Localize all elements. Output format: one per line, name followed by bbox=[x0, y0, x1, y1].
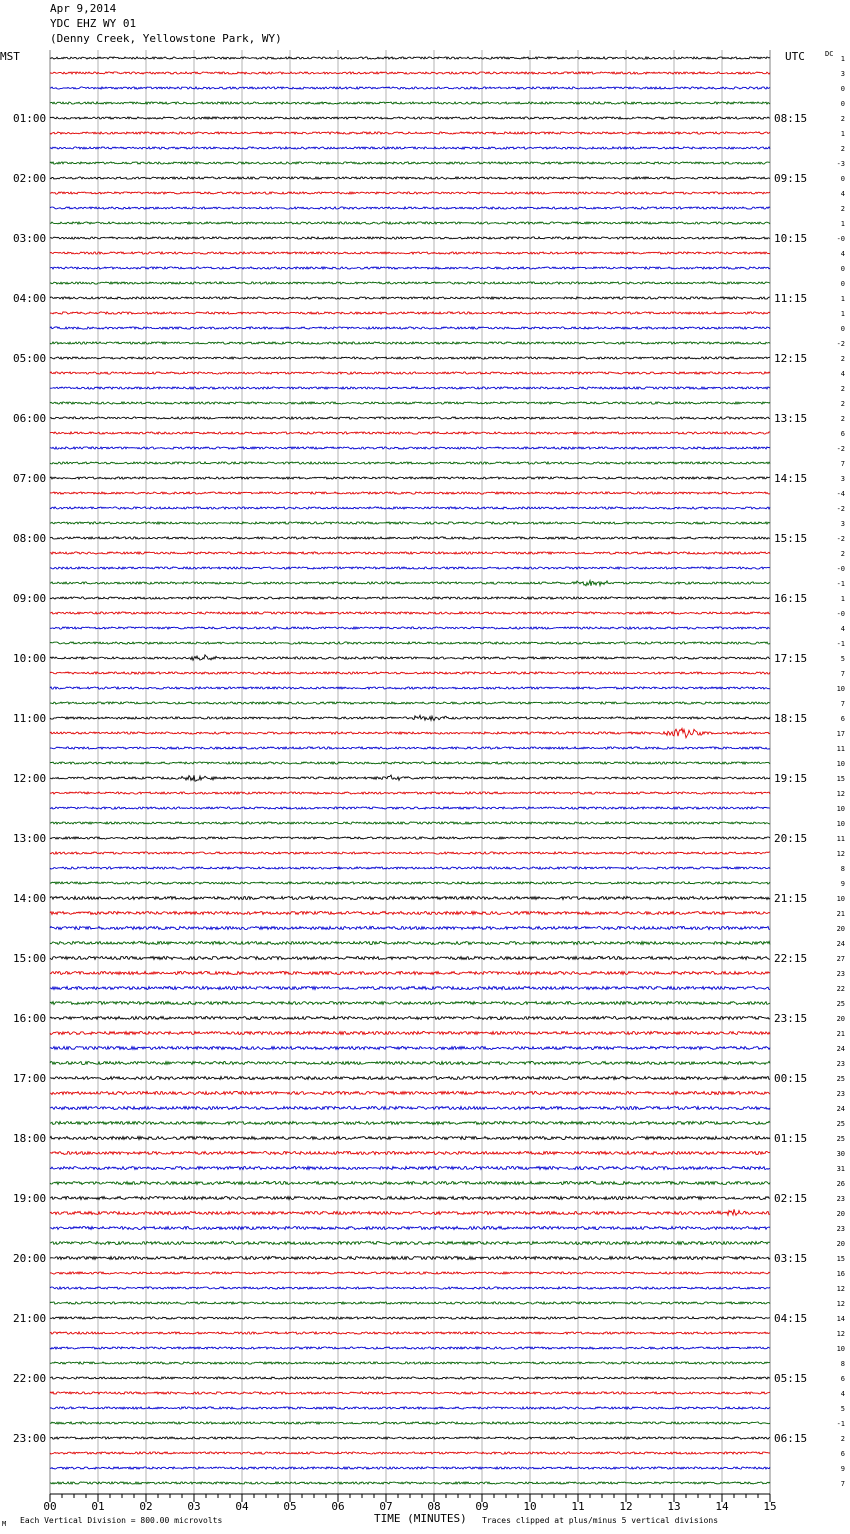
trace-row-26 bbox=[50, 447, 770, 449]
mst-hour-label: 19:00 bbox=[13, 1192, 47, 1205]
mst-hour-label: 13:00 bbox=[13, 832, 47, 845]
dc-offset-label: 31 bbox=[836, 1165, 845, 1173]
dc-offset-label: 6 bbox=[840, 715, 845, 723]
dc-offset-label: 7 bbox=[840, 700, 845, 708]
trace-row-51 bbox=[50, 822, 770, 824]
trace-row-71 bbox=[50, 1121, 770, 1124]
utc-hour-label: 10:15 bbox=[774, 232, 808, 245]
trace-row-65 bbox=[50, 1031, 770, 1034]
trace-row-22 bbox=[50, 387, 770, 389]
trace-row-72 bbox=[50, 1136, 770, 1139]
dc-offset-label: -0 bbox=[836, 610, 845, 618]
dc-offset-label: -4 bbox=[836, 490, 845, 498]
trace-row-54 bbox=[50, 867, 770, 869]
dc-offset-label: 23 bbox=[836, 1195, 845, 1203]
utc-hour-label: 22:15 bbox=[774, 952, 808, 965]
dc-offset-label: 25 bbox=[836, 1120, 845, 1128]
dc-offset-label: 10 bbox=[836, 895, 845, 903]
utc-hour-label: 17:15 bbox=[774, 652, 808, 665]
dc-offset-label: -1 bbox=[836, 580, 845, 588]
trace-row-44 bbox=[50, 715, 770, 720]
dc-offset-label: 0 bbox=[840, 280, 845, 288]
trace-row-48 bbox=[50, 775, 770, 781]
dc-offset-label: -0 bbox=[836, 235, 845, 243]
trace-row-0 bbox=[50, 57, 770, 59]
trace-row-55 bbox=[50, 882, 770, 884]
trace-row-30 bbox=[50, 507, 770, 509]
x-tick-label: 14 bbox=[715, 1500, 729, 1513]
dc-offset-label: 10 bbox=[836, 820, 845, 828]
trace-row-63 bbox=[50, 1001, 770, 1004]
trace-row-67 bbox=[50, 1061, 770, 1064]
utc-hour-label: 23:15 bbox=[774, 1012, 808, 1025]
utc-hour-label: 18:15 bbox=[774, 712, 808, 725]
utc-label: UTC bbox=[785, 50, 805, 63]
dc-offset-label: 26 bbox=[836, 1180, 845, 1188]
trace-row-88 bbox=[50, 1377, 770, 1379]
trace-row-47 bbox=[50, 762, 770, 764]
dc-offset-label: 7 bbox=[840, 460, 845, 468]
dc-offset-label: 2 bbox=[840, 415, 845, 423]
dc-offset-label: 20 bbox=[836, 1210, 845, 1218]
dc-offset-label: 24 bbox=[836, 1045, 845, 1053]
x-tick-label: 06 bbox=[331, 1500, 345, 1513]
trace-row-5 bbox=[50, 132, 770, 134]
x-tick-label: 03 bbox=[187, 1500, 201, 1513]
dc-offset-label: -1 bbox=[836, 640, 845, 648]
trace-row-80 bbox=[50, 1256, 770, 1259]
trace-row-17 bbox=[50, 312, 770, 314]
utc-hour-label: 20:15 bbox=[774, 832, 808, 845]
dc-offset-label: 15 bbox=[836, 775, 845, 783]
trace-row-8 bbox=[50, 177, 770, 179]
dc-offset-label: 3 bbox=[840, 475, 845, 483]
trace-row-42 bbox=[50, 687, 770, 689]
x-tick-label: 12 bbox=[619, 1500, 633, 1513]
trace-row-62 bbox=[50, 986, 770, 989]
x-tick-label: 02 bbox=[139, 1500, 153, 1513]
trace-row-81 bbox=[50, 1272, 770, 1274]
mst-hour-label: 05:00 bbox=[13, 352, 47, 365]
trace-row-77 bbox=[50, 1209, 770, 1215]
trace-row-24 bbox=[50, 417, 770, 419]
dc-offset-label: 1 bbox=[840, 55, 845, 63]
dc-offset-label: 27 bbox=[836, 955, 845, 963]
dc-offset-label: 4 bbox=[840, 370, 845, 378]
trace-row-43 bbox=[50, 702, 770, 704]
trace-row-92 bbox=[50, 1437, 770, 1439]
mst-hour-label: 10:00 bbox=[13, 652, 47, 665]
trace-row-70 bbox=[50, 1106, 770, 1109]
x-tick-label: 10 bbox=[523, 1500, 537, 1513]
trace-row-4 bbox=[50, 117, 770, 119]
trace-row-89 bbox=[50, 1392, 770, 1394]
x-tick-label: 13 bbox=[667, 1500, 681, 1513]
dc-offset-label: 5 bbox=[840, 1405, 845, 1413]
dc-offset-label: 30 bbox=[836, 1150, 845, 1158]
utc-hour-label: 05:15 bbox=[774, 1372, 808, 1385]
dc-offset-label: 3 bbox=[840, 70, 845, 78]
utc-hour-label: 09:15 bbox=[774, 172, 808, 185]
utc-hour-label: 16:15 bbox=[774, 592, 808, 605]
x-tick-label: 00 bbox=[43, 1500, 57, 1513]
trace-row-40 bbox=[50, 655, 770, 660]
trace-row-69 bbox=[50, 1091, 770, 1094]
dc-offset-label: 10 bbox=[836, 805, 845, 813]
trace-row-2 bbox=[50, 87, 770, 89]
trace-row-45 bbox=[50, 728, 770, 737]
trace-row-83 bbox=[50, 1302, 770, 1304]
trace-row-66 bbox=[50, 1046, 770, 1049]
trace-row-3 bbox=[50, 102, 770, 104]
dc-offset-label: 17 bbox=[836, 730, 845, 738]
dc-offset-label: 12 bbox=[836, 1300, 845, 1308]
trace-row-39 bbox=[50, 642, 770, 644]
dc-offset-label: 2 bbox=[840, 115, 845, 123]
dc-offset-label: 4 bbox=[840, 1390, 845, 1398]
mst-hour-label: 23:00 bbox=[13, 1432, 47, 1445]
trace-row-59 bbox=[50, 941, 770, 944]
mst-hour-label: 22:00 bbox=[13, 1372, 47, 1385]
dc-offset-label: 25 bbox=[836, 1000, 845, 1008]
dc-offset-label: 11 bbox=[836, 835, 845, 843]
header-date: Apr 9,2014 bbox=[50, 2, 117, 15]
trace-row-85 bbox=[50, 1332, 770, 1334]
trace-row-78 bbox=[50, 1226, 770, 1229]
dc-offset-label: 2 bbox=[840, 1435, 845, 1443]
trace-row-53 bbox=[50, 852, 770, 854]
utc-hour-label: 13:15 bbox=[774, 412, 808, 425]
dc-offset-label: 20 bbox=[836, 1240, 845, 1248]
dc-offset-label: 6 bbox=[840, 1375, 845, 1383]
trace-row-50 bbox=[50, 807, 770, 809]
dc-offset-label: -2 bbox=[836, 445, 845, 453]
trace-row-10 bbox=[50, 207, 770, 209]
dc-offset-label: 15 bbox=[836, 1255, 845, 1263]
dc-offset-label: 16 bbox=[836, 1270, 845, 1278]
trace-row-60 bbox=[50, 956, 770, 959]
dc-offset-label: 4 bbox=[840, 190, 845, 198]
trace-row-34 bbox=[50, 567, 770, 569]
x-tick-label: 08 bbox=[427, 1500, 441, 1513]
dc-offset-label: 10 bbox=[836, 685, 845, 693]
trace-row-35 bbox=[50, 581, 770, 586]
trace-row-21 bbox=[50, 372, 770, 374]
trace-row-84 bbox=[50, 1317, 770, 1319]
dc-offset-label: 4 bbox=[840, 250, 845, 258]
utc-hour-label: 11:15 bbox=[774, 292, 808, 305]
trace-row-11 bbox=[50, 222, 770, 224]
mst-hour-label: 12:00 bbox=[13, 772, 47, 785]
dc-offset-label: 2 bbox=[840, 400, 845, 408]
mst-hour-label: 14:00 bbox=[13, 892, 47, 905]
trace-row-37 bbox=[50, 612, 770, 614]
dc-offset-label: 1 bbox=[840, 295, 845, 303]
dc-offset-label: 0 bbox=[840, 325, 845, 333]
mst-hour-label: 01:00 bbox=[13, 112, 47, 125]
dc-offset-label: -2 bbox=[836, 535, 845, 543]
trace-row-74 bbox=[50, 1166, 770, 1169]
trace-row-90 bbox=[50, 1407, 770, 1409]
trace-row-20 bbox=[50, 357, 770, 359]
trace-row-13 bbox=[50, 252, 770, 254]
x-tick-label: 15 bbox=[763, 1500, 777, 1513]
dc-offset-label: 5 bbox=[840, 655, 845, 663]
trace-row-57 bbox=[50, 911, 770, 914]
dc-offset-label: 2 bbox=[840, 145, 845, 153]
dc-offset-label: 2 bbox=[840, 355, 845, 363]
dc-offset-label: 4 bbox=[840, 625, 845, 633]
trace-row-7 bbox=[50, 162, 770, 164]
dc-offset-label: 25 bbox=[836, 1135, 845, 1143]
mst-hour-label: 20:00 bbox=[13, 1252, 47, 1265]
utc-hour-label: 15:15 bbox=[774, 532, 808, 545]
trace-row-14 bbox=[50, 267, 770, 269]
trace-row-27 bbox=[50, 462, 770, 464]
dc-offset-label: 12 bbox=[836, 790, 845, 798]
trace-row-68 bbox=[50, 1076, 770, 1079]
trace-row-38 bbox=[50, 627, 770, 629]
dc-offset-label: 22 bbox=[836, 985, 845, 993]
dc-offset-label: 1 bbox=[840, 220, 845, 228]
dc-offset-label: 2 bbox=[840, 550, 845, 558]
mst-hour-label: 11:00 bbox=[13, 712, 47, 725]
dc-offset-label: 2 bbox=[840, 205, 845, 213]
dc-offset-label: 21 bbox=[836, 910, 845, 918]
utc-hour-label: 19:15 bbox=[774, 772, 808, 785]
trace-row-75 bbox=[50, 1181, 770, 1184]
trace-row-73 bbox=[50, 1151, 770, 1154]
scale-note: Each Vertical Division = 800.00 microvolts bbox=[20, 1516, 223, 1525]
trace-row-36 bbox=[50, 597, 770, 599]
trace-row-23 bbox=[50, 402, 770, 404]
dc-offset-label: 9 bbox=[840, 880, 845, 888]
dc-offset-label: 23 bbox=[836, 1225, 845, 1233]
dc-offset-label: 1 bbox=[840, 310, 845, 318]
mst-hour-label: 18:00 bbox=[13, 1132, 47, 1145]
dc-offset-label: 11 bbox=[836, 745, 845, 753]
dc-offset-label: 0 bbox=[840, 175, 845, 183]
trace-row-15 bbox=[50, 282, 770, 284]
dc-offset-label: 0 bbox=[840, 265, 845, 273]
trace-row-76 bbox=[50, 1196, 770, 1199]
utc-hour-label: 00:15 bbox=[774, 1072, 808, 1085]
trace-row-12 bbox=[50, 237, 770, 239]
time-axis bbox=[43, 1494, 776, 1513]
dc-offset-label: 0 bbox=[840, 85, 845, 93]
trace-row-28 bbox=[50, 477, 770, 479]
trace-row-61 bbox=[50, 971, 770, 974]
trace-row-19 bbox=[50, 342, 770, 344]
utc-hour-label: 03:15 bbox=[774, 1252, 808, 1265]
utc-hour-label: 12:15 bbox=[774, 352, 808, 365]
mst-hour-label: 07:00 bbox=[13, 472, 47, 485]
utc-hour-label: 21:15 bbox=[774, 892, 808, 905]
dc-offset-label: 23 bbox=[836, 1090, 845, 1098]
dc-offset-label: 10 bbox=[836, 760, 845, 768]
trace-row-86 bbox=[50, 1347, 770, 1349]
dc-offset-label: 14 bbox=[836, 1315, 845, 1323]
trace-row-9 bbox=[50, 192, 770, 194]
dc-offset-label: 23 bbox=[836, 1060, 845, 1068]
clip-note: Traces clipped at plus/minus 5 vertical divisions bbox=[482, 1516, 719, 1525]
mst-hour-label: 21:00 bbox=[13, 1312, 47, 1325]
utc-hour-label: 06:15 bbox=[774, 1432, 808, 1445]
dc-offset-label: 24 bbox=[836, 1105, 845, 1113]
trace-row-46 bbox=[50, 747, 770, 749]
trace-row-49 bbox=[50, 792, 770, 794]
dc-offset-label: 2 bbox=[840, 385, 845, 393]
utc-hour-label: 08:15 bbox=[774, 112, 808, 125]
trace-row-95 bbox=[50, 1482, 770, 1484]
x-tick-label: 05 bbox=[283, 1500, 297, 1513]
trace-row-25 bbox=[50, 432, 770, 434]
trace-row-64 bbox=[50, 1016, 770, 1019]
dc-offset-label: 7 bbox=[840, 670, 845, 678]
trace-row-94 bbox=[50, 1467, 770, 1469]
trace-row-56 bbox=[50, 896, 770, 899]
dc-offset-label: 25 bbox=[836, 1075, 845, 1083]
dc-offset-label: 3 bbox=[840, 520, 845, 528]
x-tick-label: 04 bbox=[235, 1500, 249, 1513]
mst-hour-label: 09:00 bbox=[13, 592, 47, 605]
dc-offset-label: 12 bbox=[836, 1330, 845, 1338]
mst-hour-label: 02:00 bbox=[13, 172, 47, 185]
header-station: YDC EHZ WY 01 bbox=[50, 17, 137, 30]
mst-hour-label: 17:00 bbox=[13, 1072, 47, 1085]
trace-row-93 bbox=[50, 1452, 770, 1454]
utc-hour-label: 14:15 bbox=[774, 472, 808, 485]
mst-label: MST bbox=[0, 50, 20, 63]
trace-row-18 bbox=[50, 327, 770, 329]
mst-hour-label: 03:00 bbox=[13, 232, 47, 245]
trace-row-52 bbox=[50, 837, 770, 839]
dc-offset-label: 24 bbox=[836, 940, 845, 948]
dc-offset-label: -0 bbox=[836, 565, 845, 573]
dc-offset-label: -2 bbox=[836, 505, 845, 513]
trace-row-79 bbox=[50, 1241, 770, 1244]
dc-offset-label: 23 bbox=[836, 970, 845, 978]
trace-row-6 bbox=[50, 147, 770, 149]
dc-offset-label: 20 bbox=[836, 1015, 845, 1023]
dc-offset-label: -3 bbox=[836, 160, 845, 168]
dc-offset-label: 21 bbox=[836, 1030, 845, 1038]
dc-offset-label: 8 bbox=[840, 865, 845, 873]
trace-row-82 bbox=[50, 1287, 770, 1289]
dc-offset-label: -1 bbox=[836, 1420, 845, 1428]
x-tick-label: 07 bbox=[379, 1500, 393, 1513]
dc-offset-label: 10 bbox=[836, 1345, 845, 1353]
x-tick-label: 09 bbox=[475, 1500, 489, 1513]
trace-row-87 bbox=[50, 1362, 770, 1364]
trace-row-32 bbox=[50, 537, 770, 539]
mst-hour-label: 06:00 bbox=[13, 412, 47, 425]
trace-row-33 bbox=[50, 552, 770, 554]
dc-offset-label: 8 bbox=[840, 1360, 845, 1368]
dc-offset-label: 6 bbox=[840, 430, 845, 438]
dc-offset-label: 6 bbox=[840, 1450, 845, 1458]
dc-offset-label: 1 bbox=[840, 595, 845, 603]
utc-hour-label: 04:15 bbox=[774, 1312, 808, 1325]
corner-mark: M bbox=[2, 1520, 7, 1528]
x-tick-label: 01 bbox=[91, 1500, 105, 1513]
mst-hour-label: 04:00 bbox=[13, 292, 47, 305]
utc-hour-label: 02:15 bbox=[774, 1192, 808, 1205]
minute-gridlines bbox=[50, 50, 770, 1494]
dc-offset-label: 9 bbox=[840, 1465, 845, 1473]
dc-offset-label: 1 bbox=[840, 130, 845, 138]
dc-offset-label: -2 bbox=[836, 340, 845, 348]
trace-row-29 bbox=[50, 492, 770, 494]
dc-label: DC bbox=[825, 50, 834, 58]
mst-hour-label: 15:00 bbox=[13, 952, 47, 965]
dc-offset-label: 12 bbox=[836, 850, 845, 858]
trace-row-58 bbox=[50, 926, 770, 929]
mst-hour-label: 16:00 bbox=[13, 1012, 47, 1025]
x-tick-label: 11 bbox=[571, 1500, 585, 1513]
seismic-traces bbox=[50, 57, 770, 1484]
mst-hour-label: 08:00 bbox=[13, 532, 47, 545]
trace-row-91 bbox=[50, 1422, 770, 1424]
utc-hour-label: 01:15 bbox=[774, 1132, 808, 1145]
trace-row-1 bbox=[50, 72, 770, 74]
trace-row-16 bbox=[50, 297, 770, 299]
trace-row-41 bbox=[50, 672, 770, 674]
trace-row-31 bbox=[50, 522, 770, 524]
dc-offset-label: 0 bbox=[840, 100, 845, 108]
header-location: (Denny Creek, Yellowstone Park, WY) bbox=[50, 32, 282, 45]
dc-offset-label: 12 bbox=[836, 1285, 845, 1293]
dc-offset-label: 20 bbox=[836, 925, 845, 933]
dc-offset-label: 7 bbox=[840, 1480, 845, 1488]
x-axis-title: TIME (MINUTES) bbox=[374, 1512, 467, 1525]
